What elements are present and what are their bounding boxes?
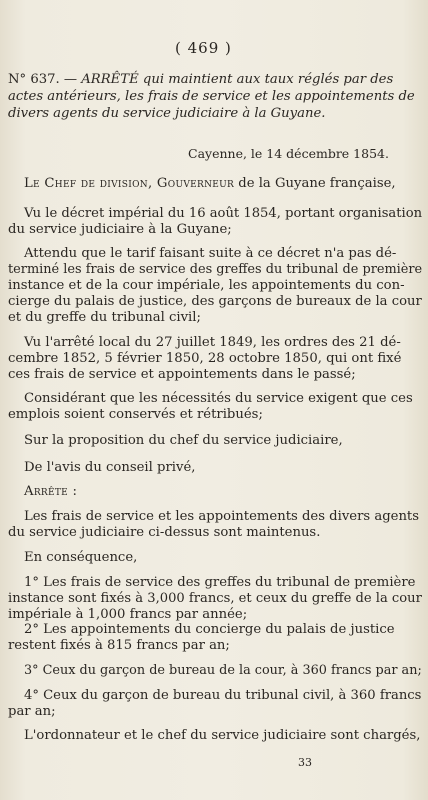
- preamble-authority: Le Chef de division, Gouverneur: [24, 176, 235, 191]
- body-line: cierge du palais de justice, des garçons de bureaux de la cour: [8, 294, 422, 309]
- page-number: ( 469 ): [175, 39, 232, 57]
- heading-text-3: divers agents du service judiciaire à la Guyane.: [8, 106, 326, 121]
- body-line: En conséquence,: [24, 550, 138, 565]
- body-line: De l'avis du conseil privé,: [24, 460, 196, 475]
- preamble: [24, 176, 396, 192]
- body-line: impériale à 1,000 francs par année;: [8, 607, 248, 622]
- heading-line-1: [8, 72, 393, 88]
- heading-number: N° 637. —: [8, 72, 78, 87]
- body-line: 1° Les frais de service des greffes du tribunal de première: [24, 575, 416, 590]
- heading-line-3: [8, 106, 325, 122]
- body-line: emplois soient conservés et rétribués;: [8, 407, 263, 422]
- body-line: Considérant que les nécessités du service exigent que ces: [24, 391, 413, 406]
- body-line: 4° Ceux du garçon de bureau du tribunal civil, à 360 francs: [24, 688, 422, 703]
- place-date: Cayenne, le 14 décembre 1854.: [188, 146, 389, 161]
- body-line: terminé les frais de service des greffes du tribunal de première: [8, 262, 423, 277]
- body-line: Vu l'arrêté local du 27 juillet 1849, les ordres des 21 dé-: [24, 335, 401, 350]
- body-line: Arrête :: [24, 484, 78, 499]
- body-line: 3° Ceux du garçon de bureau de la cour, à 360 francs par an;: [24, 663, 422, 678]
- preamble-rest: de la Guyane française,: [234, 176, 396, 191]
- body-line: L'ordonnateur et le chef du service judiciaire sont chargés,: [24, 728, 421, 743]
- body-line: restent fixés à 815 francs par an;: [8, 638, 230, 653]
- body-line: instance sont fixés à 3,000 francs, et ceux du greffe de la cour: [8, 591, 422, 606]
- heading-text-1: ARRÊTÉ qui maintient aux taux réglés par des: [81, 72, 394, 87]
- heading-line-2: [8, 89, 415, 105]
- body-line: par an;: [8, 704, 56, 719]
- body-line: cembre 1852, 5 février 1850, 28 octobre 1850, qui ont fixé: [8, 351, 402, 366]
- heading-text-2: actes antérieurs, les frais de service et les appointements de: [8, 89, 415, 104]
- body-line: Attendu que le tarif faisant suite à ce décret n'a pas dé-: [24, 246, 397, 261]
- body-line: du service judiciaire à la Guyane;: [8, 222, 232, 237]
- body-line: et du greffe du tribunal civil;: [8, 310, 201, 325]
- body-line: Vu le décret impérial du 16 août 1854, portant organisation: [24, 206, 423, 221]
- body-line: Les frais de service et les appointements des divers agents: [24, 509, 420, 524]
- body-line: ces frais de service et appointements dans le passé;: [8, 367, 356, 382]
- body-line: du service judiciaire ci-dessus sont maintenus.: [8, 525, 321, 540]
- body-line: instance et de la cour impériale, les appointements du con-: [8, 278, 405, 293]
- signature-mark: 33: [298, 756, 312, 769]
- body-line: 2° Les appointements du concierge du palais de justice: [24, 622, 395, 637]
- body-line: Sur la proposition du chef du service judiciaire,: [24, 433, 343, 448]
